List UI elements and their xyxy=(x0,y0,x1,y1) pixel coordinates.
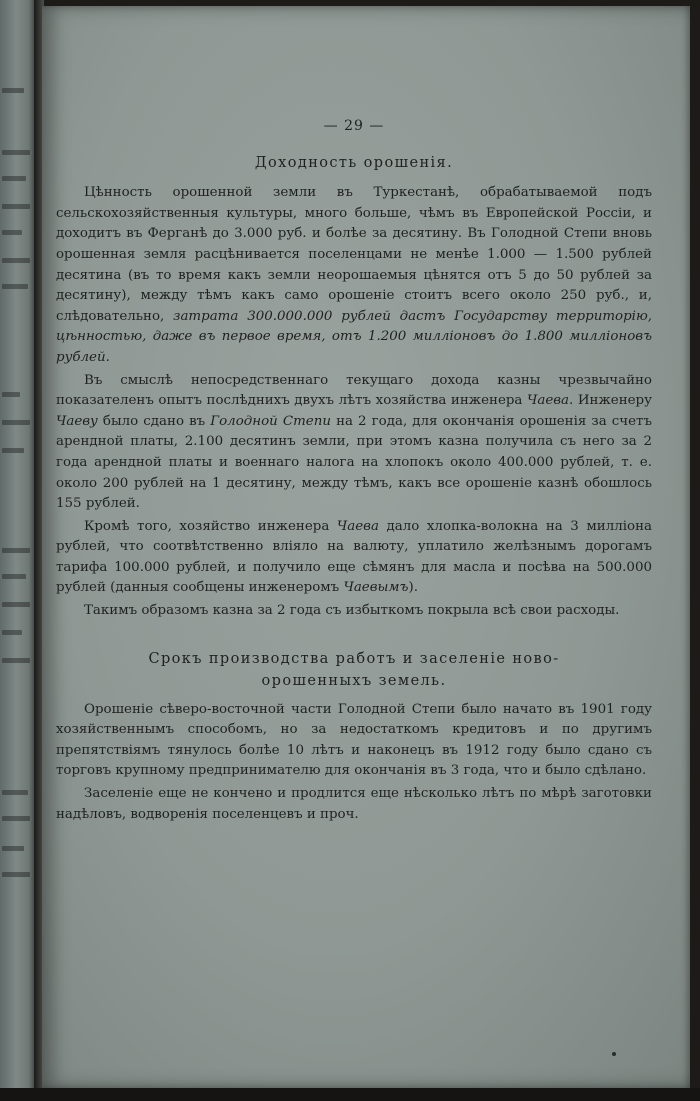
italic-name: Чаева. xyxy=(526,393,574,409)
previous-page-text-fragment xyxy=(2,846,24,851)
previous-page-text-fragment xyxy=(2,630,22,635)
italic-name: Чаевымъ xyxy=(343,580,409,596)
text-run: дало хлопка-волокна на 3 милліона рублей, что соотвѣтственно вліяло на валюту, уплатило желѣзнымъ дорогамъ тарифа 100.000 рублей, и получило еще сѣмянъ для масла и посѣва на 500.000 рублей (данныя сообщены инженеромъ xyxy=(56,518,652,596)
section-title-line: Срокъ производства работъ и заселеніе ново- xyxy=(148,650,560,667)
text-run: Цѣнность орошенной земли въ Туркестанѣ, обрабатываемой подъ сельскохозяйственныя культуры, много больше, чѣмъ въ Европейской Россіи, и доходитъ въ Ферганѣ до 3.000 руб. и болѣе за десятину. Въ Голодной Степи вновь орошенная земля расцѣнивается поселенцами не менѣе 1.000 — 1.500 рублей десятина (въ то время какъ земли неорошаемыя цѣнятся отъ 5 до 50 рублей за десятину), между тѣмъ какъ само орошеніе стоитъ всего около 250 руб., и, слѣдовательно, xyxy=(56,185,652,324)
previous-page-text-fragment xyxy=(2,448,24,453)
page-number: — 29 — xyxy=(323,118,385,134)
section-title-works-schedule xyxy=(56,648,652,692)
previous-page-text-fragment xyxy=(2,230,22,235)
paragraph-land-value xyxy=(56,183,652,368)
previous-page-edge xyxy=(0,0,36,1101)
previous-page-text-fragment xyxy=(2,204,30,209)
text-run: было сдано въ xyxy=(102,413,206,429)
previous-page-text-fragment xyxy=(2,872,30,877)
paragraph-treasury-income xyxy=(56,371,652,515)
text-run: Инженеру xyxy=(577,393,652,409)
previous-page-text-fragment xyxy=(2,88,24,93)
previous-page-text-fragment xyxy=(2,258,30,263)
previous-page-text-fragment xyxy=(2,658,30,663)
italic-name: Чаеву xyxy=(56,413,98,429)
previous-page-text-fragment xyxy=(2,790,28,795)
text-run: на 2 года, для окончанія орошенія за счетъ арендной платы, 2.100 десятинъ земли, при этомъ казна получила съ него за 2 года арендной платы и военнаго налога на хлопокъ около 400.000 рублей, т. е. около 200 рублей на 1 десятину, между тѣмъ, какъ все орошеніе казнѣ обошлось 155 рублей. xyxy=(56,413,652,512)
previous-page-text-fragment xyxy=(2,602,30,607)
section-title-line: орошенныхъ земель. xyxy=(261,672,447,689)
previous-page-text-fragment xyxy=(2,150,30,155)
italic-text-run: затрата 300.000.000 рублей дастъ Государству территорію, цѣнностью, даже въ первое время, отъ 1.200 милліоновъ до 1.800 милліоновъ рублей. xyxy=(56,308,652,365)
paragraph-irrigation-history: Орошеніе сѣверо-восточной части Голодной Степи было начато въ 1901 году хозяйственнымъ способомъ, но за недостаткомъ кредитовъ и по другимъ препятствіямъ тянулось болѣе 10 лѣтъ и наконецъ въ 1912 году было сдано съ торговъ крупному предпринимателю для окончанія въ 3 года, что и было сдѣлано. xyxy=(56,701,652,779)
page-text-block xyxy=(56,116,652,825)
italic-place: Голодной Степи xyxy=(210,413,331,429)
text-run: Кромѣ того, хозяйство инженера xyxy=(84,518,330,534)
paragraph-costs-covered: Такимъ образомъ казна за 2 года съ избыткомъ покрыла всѣ свои расходы. xyxy=(84,603,620,619)
previous-page-text-fragment xyxy=(2,392,20,397)
text-run: ). xyxy=(408,580,418,596)
section-title-profitability: Доходность орошенія. xyxy=(254,154,454,171)
previous-page-text-fragment xyxy=(2,284,28,289)
previous-page-text-fragment xyxy=(2,548,30,553)
text-run: Въ смыслѣ непосредственнаго текущаго дохода казны чрезвычайно показателенъ опытъ послѣднихъ двухъ лѣтъ хозяйства инженера xyxy=(56,372,652,409)
previous-page-text-fragment xyxy=(2,574,26,579)
paragraph-settlement: Заселеніе еще не кончено и продлится еще нѣсколько лѣтъ по мѣрѣ заготовки надѣловъ, водворенія поселенцевъ и проч. xyxy=(56,786,652,822)
book-page xyxy=(42,6,690,1088)
page-bottom-edge xyxy=(0,1088,700,1101)
ink-speck xyxy=(612,1052,616,1056)
previous-page-text-fragment xyxy=(2,816,30,821)
previous-page-text-fragment xyxy=(2,420,30,425)
paragraph-cotton-output xyxy=(56,517,652,599)
previous-page-text-fragment xyxy=(2,176,26,181)
italic-name: Чаева xyxy=(336,518,379,534)
